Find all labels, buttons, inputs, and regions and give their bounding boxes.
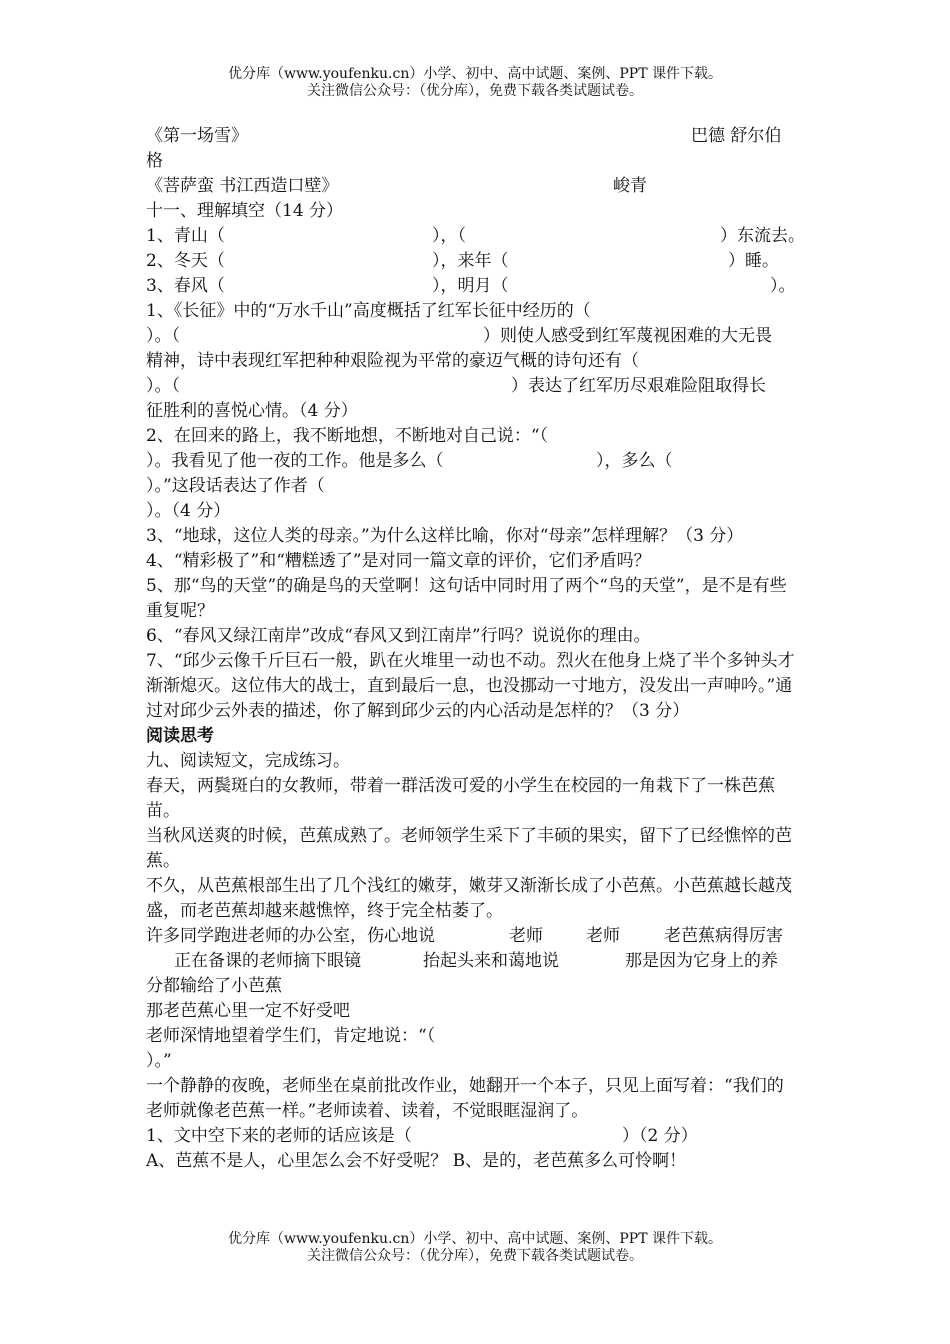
- work-row-2: [146, 174, 800, 199]
- fill-text: ），（: [432, 226, 466, 246]
- passage-text: 老芭蕉病得厉害: [664, 926, 783, 946]
- question-2-text: ）。我看见了他一夜的工作。他是多么（: [146, 451, 444, 471]
- work-row-1: [146, 124, 800, 149]
- fill-text: ），来年（: [432, 251, 509, 271]
- question-7: 7、“邱少云像千斤巨石一般，趴在火堆里一动也不动。烈火在他身上烧了半个多钟头才渐渐熄灭。这位伟大的战士，直到最后一息，也没挪动一寸地方，没发出一声呻吟。”通过对邱少云外表的描述，你了解到邱少云的内心活动是怎样的？（3 分）: [146, 651, 795, 721]
- passage-text: 抬起头来和蔼地说: [423, 951, 559, 971]
- passage-text: 正在备课的老师摘下眼镜: [174, 951, 361, 971]
- work-author-continued: 格: [146, 151, 163, 171]
- question-1-text: ）。（: [146, 326, 180, 346]
- passage-line: 分都输给了小芭蕉: [146, 976, 282, 996]
- fill-text: 3、春风（: [146, 276, 225, 296]
- fill-text: ）东流去。: [720, 226, 805, 246]
- question-1-line: [146, 374, 800, 399]
- header-line-2: 关注微信公众号：（优分库），免费下载各类试题试卷。: [307, 83, 643, 99]
- section-heading: 十一、理解填空（14 分）: [146, 201, 344, 221]
- work-author: 巴德 舒尔伯: [691, 126, 782, 146]
- passage-text: 老师: [586, 926, 620, 946]
- page-footer: [0, 1231, 950, 1265]
- question-1-line: 1、《长征》中的“万水千山”高度概括了红军长征中经历的（: [146, 301, 591, 321]
- page-header: [0, 66, 950, 100]
- document-body: [146, 124, 805, 1174]
- fill-text: 2、冬天（: [146, 251, 225, 271]
- fill-text: ）。: [770, 276, 796, 296]
- question-2-line: 2、在回来的路上，我不断地想，不断地对自己说：“（: [146, 426, 549, 446]
- reading-question-1: [146, 1124, 800, 1149]
- fill-line-1: [146, 224, 805, 249]
- question-1-line: 精神，诗中表现红军把种种艰险视为平常的豪迈气概的诗句还有（: [146, 351, 639, 371]
- footer-line-2: 关注微信公众号：（优分库），免费下载各类试题试卷。: [307, 1248, 643, 1264]
- reading-question-1-options: A、芭蕉不是人，心里怎么会不好受呢？ B、是的，老芭蕉多么可怜啊！: [146, 1151, 687, 1171]
- passage-paragraph: 一个静静的夜晚，老师坐在桌前批改作业，她翻开一个本子，只见上面写着：“我们的老师就像老芭蕉一样。”老师读着、读着，不觉眼眶湿润了。: [146, 1076, 784, 1121]
- passage-line: [146, 924, 800, 949]
- question-2-text: ），多么（: [596, 451, 673, 471]
- question-1-line: 征胜利的喜悦心情。（4 分）: [146, 401, 358, 421]
- header-line-1: 优分库（www.youfenku.cn）小学、初中、高中试题、案例、PPT 课件下载。: [227, 66, 722, 82]
- question-3: 3、“地球，这位人类的母亲。”为什么这样比喻，你对“母亲”怎样理解？（3 分）: [146, 526, 744, 546]
- passage-line: [146, 949, 800, 974]
- reading-heading: 阅读思考: [146, 726, 214, 746]
- question-1-line: [146, 324, 800, 349]
- question-5: 5、那“鸟的天堂”的确是鸟的天堂啊！这句话中同时用了两个“鸟的天堂”，是不是有些重复呢？: [146, 576, 787, 621]
- question-text: 1、文中空下来的老师的话应该是（: [146, 1126, 412, 1146]
- fill-text: 1、青山（: [146, 226, 225, 246]
- work-title: 《第一场雪》: [146, 126, 248, 146]
- question-text: ）（2 分）: [622, 1126, 698, 1146]
- question-4: 4、“精彩极了”和“糟糕透了”是对同一篇文章的评价，它们矛盾吗？: [146, 551, 651, 571]
- passage-paragraph: 当秋风送爽的时候，芭蕉成熟了。老师领学生采下了丰硕的果实，留下了已经憔悴的芭蕉。: [146, 826, 792, 871]
- passage-text: 那是因为它身上的养: [625, 951, 778, 971]
- question-2-line: ）。”这段话表达了作者（: [146, 476, 325, 496]
- question-1-text: ）表达了红军历尽艰难险阻取得长: [511, 376, 766, 396]
- work-author: 峻青: [613, 176, 647, 196]
- question-2-line: ）。（4 分）: [146, 501, 231, 521]
- question-6: 6、“春风又绿江南岸”改成“春风又到江南岸”行吗？说说你的理由。: [146, 626, 651, 646]
- fill-text: ）睡。: [728, 251, 779, 271]
- passage-text: 老师: [509, 926, 543, 946]
- question-2-line: [146, 449, 800, 474]
- passage-text: 许多同学跑进老师的办公室，伤心地说: [146, 926, 435, 946]
- fill-line-3: [146, 274, 800, 299]
- passage-line: 老师深情地望着学生们，肯定地说：“（: [146, 1026, 436, 1046]
- question-1-text: ）则使人感受到红军蔑视困难的大无畏: [483, 326, 772, 346]
- passage-paragraph: 不久，从芭蕉根部生出了几个浅红的嫩芽，嫩芽又渐渐长成了小芭蕉。小芭蕉越长越茂盛，而老芭蕉却越来越憔悴，终于完全枯萎了。: [146, 876, 792, 921]
- fill-text: ），明月（: [432, 276, 509, 296]
- passage-line: 那老芭蕉心里一定不好受吧: [146, 1001, 350, 1021]
- passage-line: ）。”: [146, 1051, 172, 1071]
- work-title: 《菩萨蛮 书江西造口壁》: [146, 176, 339, 196]
- question-1-text: ）。（: [146, 376, 180, 396]
- fill-line-2: [146, 249, 800, 274]
- reading-intro: 九、阅读短文，完成练习。: [146, 751, 350, 771]
- passage-paragraph: 春天，两鬓斑白的女教师，带着一群活泼可爱的小学生在校园的一角栽下了一株芭蕉苗。: [146, 776, 775, 821]
- footer-line-1: 优分库（www.youfenku.cn）小学、初中、高中试题、案例、PPT 课件下载。: [227, 1231, 722, 1247]
